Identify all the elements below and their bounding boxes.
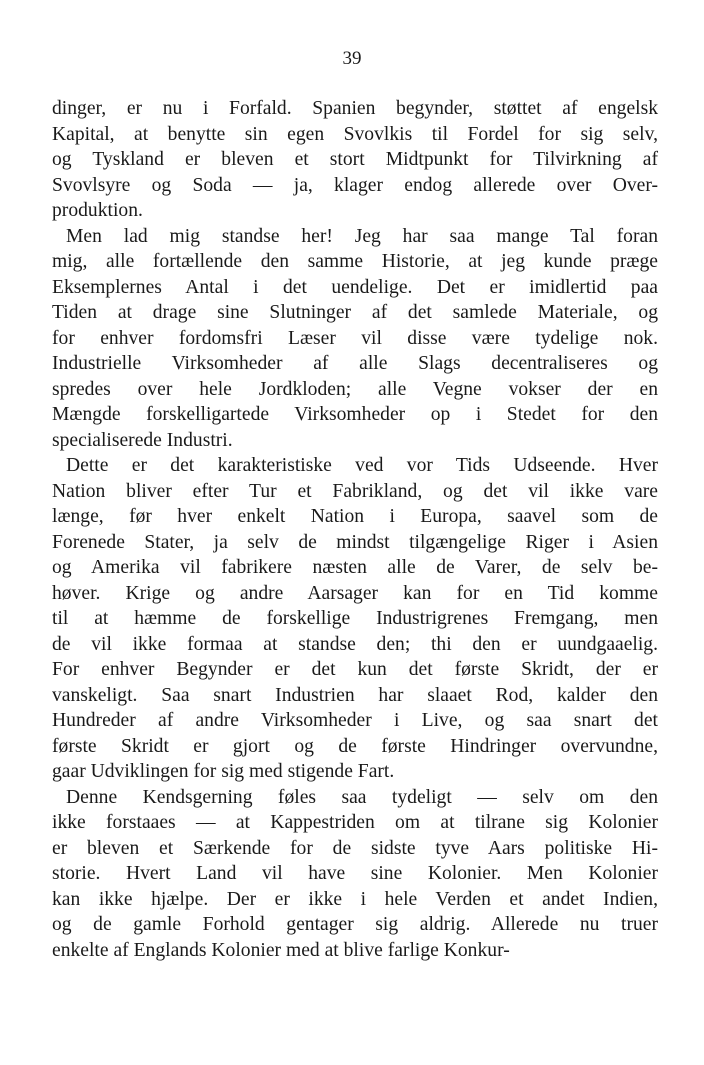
text-line: Men lad mig standse her! Jeg har saa mange Tal foran: [66, 225, 658, 247]
text-line: Nation bliver efter Tur et Fabrikland, og det vil ikke vare: [52, 480, 658, 502]
text-line: storie. Hvert Land vil have sine Kolonier. Men Kolonier: [52, 863, 658, 884]
text-line: og Tyskland er bleven et stort Midtpunkt for Tilvirkning af: [52, 149, 658, 170]
text-line: dinger, er nu i Forfald. Spanien begynder, støttet af engelsk: [52, 98, 658, 119]
text-line: Denne Kendsgerning føles saa tydeligt — selv om den: [66, 786, 658, 808]
text-line: og Amerika vil fabrikere næsten alle de Varer, de selv be-: [52, 557, 658, 578]
paragraph: [52, 453, 658, 785]
text-line: Mængde forskelligartede Virksomheder op i Stedet for den: [52, 404, 658, 425]
text-line: og de gamle Forhold gentager sig aldrig. Allerede nu truer: [52, 914, 658, 935]
text-line: høver. Krige og andre Aarsager kan for en Tid komme: [52, 582, 658, 604]
text-line: til at hæmme de forskellige Industrigrenes Fremgang, men: [52, 608, 658, 629]
text-line: mig, alle fortællende den samme Historie, at jeg kunde præge: [52, 251, 658, 272]
text-line: er bleven et Særkende for de sidste tyve Aars politiske Hi-: [52, 837, 658, 859]
paragraph: [52, 224, 658, 454]
page-number: 39: [342, 48, 362, 69]
text-line: kan ikke hjælpe. Der er ikke i hele Verden et andet Indien,: [52, 888, 658, 910]
text-line: Industrielle Virksomheder af alle Slags decentraliseres og: [52, 353, 658, 374]
text-line: for enhver fordomsfri Læser vil disse være tydelige nok.: [52, 327, 658, 349]
text-line: første Skridt er gjort og de første Hindringer overvundne,: [52, 735, 658, 757]
text-line: For enhver Begynder er det kun det første Skridt, der er: [52, 659, 658, 680]
text-line: Kapital, at benytte sin egen Svovlkis til Fordel for sig selv,: [52, 123, 658, 145]
text-line: længe, før hver enkelt Nation i Europa, saavel som de: [52, 506, 658, 527]
body-text: [52, 96, 658, 963]
text-line: gaar Udviklingen for sig med stigende Fart.: [52, 761, 395, 782]
text-line: Tiden at drage sine Slutninger af det samlede Materiale, og: [52, 302, 658, 323]
text-line: specialiserede Industri.: [52, 429, 233, 451]
text-line: de vil ikke formaa at standse den; thi den er uundgaaelig.: [52, 633, 658, 655]
text-line: enkelte af Englands Kolonier med at blive farlige Konkur-: [52, 939, 510, 961]
paragraph: [52, 96, 658, 224]
text-line: spredes over hele Jordkloden; alle Vegne vokser der en: [52, 378, 658, 400]
text-line: Forenede Stater, ja selv de mindst tilgængelige Riger i Asien: [52, 531, 658, 553]
text-line: Svovlsyre og Soda — ja, klager endog allerede over Over-: [52, 174, 658, 196]
text-line: Dette er det karakteristiske ved vor Tids Udseende. Hver: [66, 455, 658, 476]
paragraph: [52, 785, 658, 964]
text-line: Hundreder af andre Virksomheder i Live, og saa snart det: [52, 710, 658, 731]
text-line: vanskeligt. Saa snart Industrien har slaaet Rod, kalder den: [52, 684, 658, 706]
text-line: ikke forstaaes — at Kappestriden om at tilrane sig Kolonier: [52, 812, 658, 833]
text-line: produktion.: [52, 200, 143, 221]
text-line: Eksemplernes Antal i det uendelige. Det er imidlertid paa: [52, 276, 658, 298]
